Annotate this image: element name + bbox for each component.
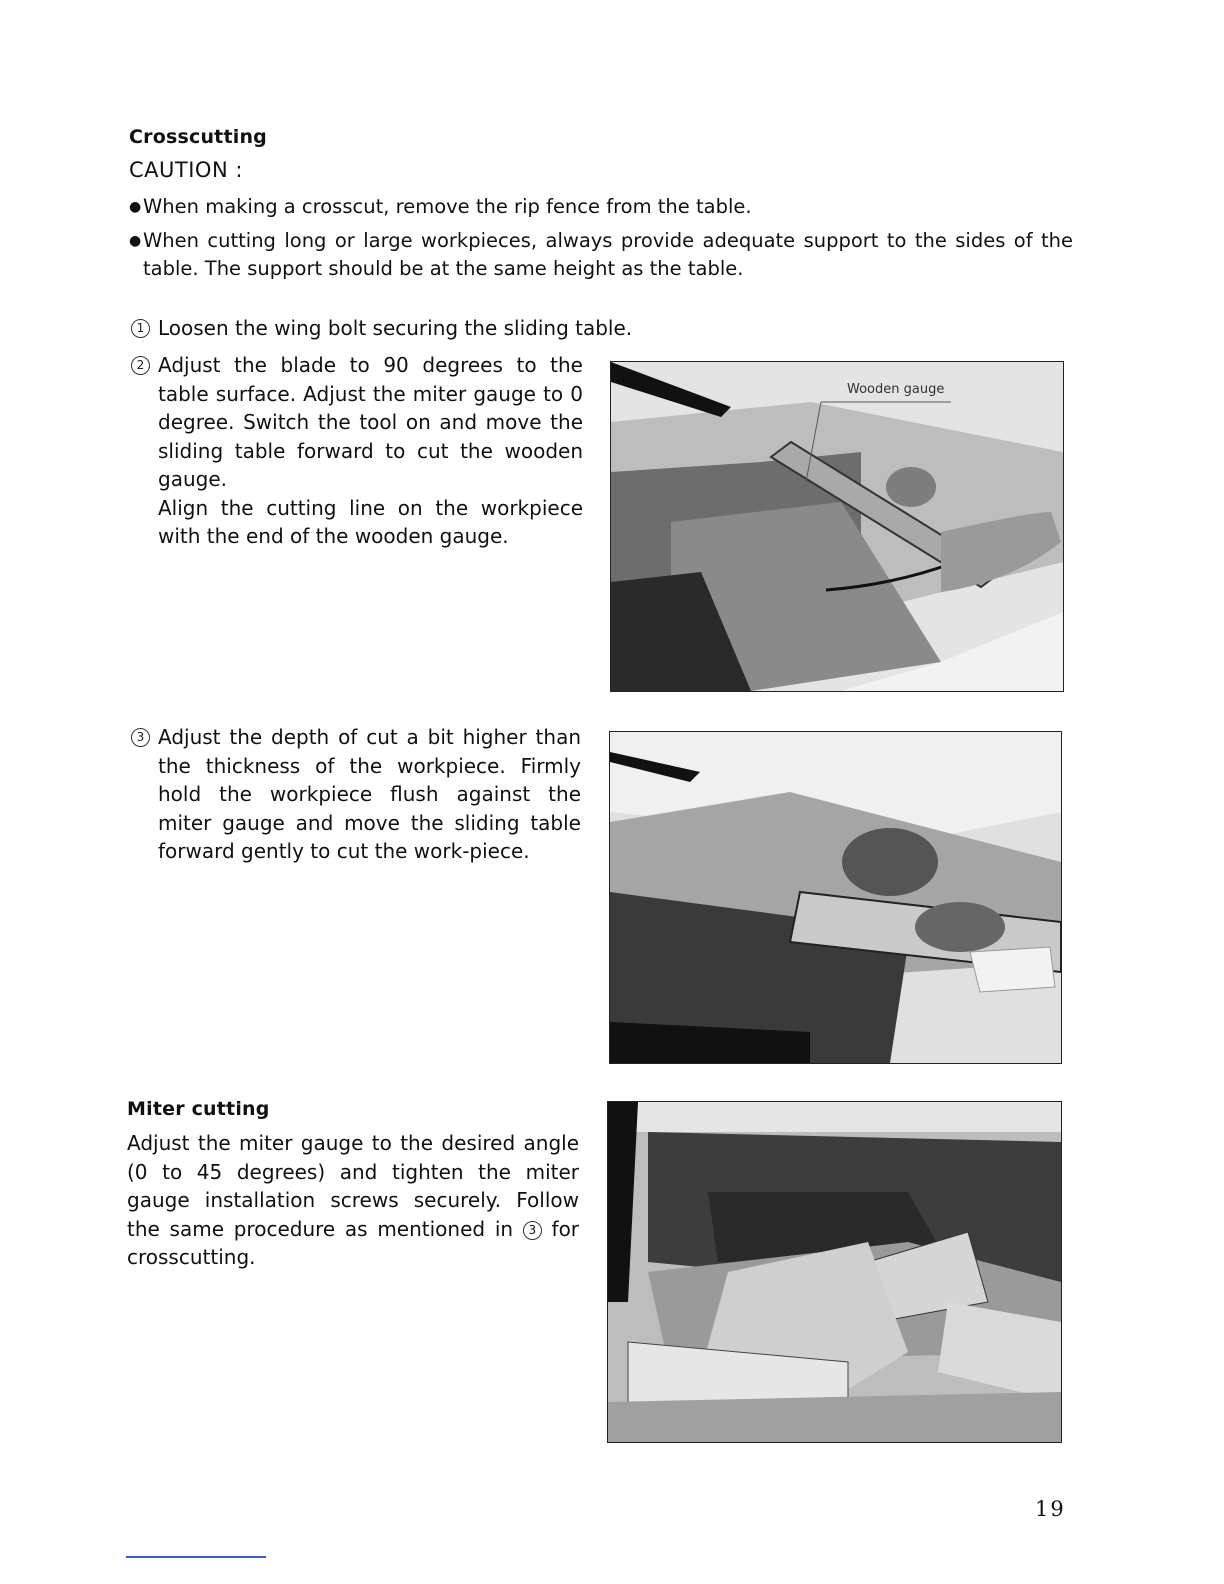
step-text: Adjust the blade to 90 degrees to the table surface. Adjust the miter gauge to 0 degree. Switch the tool on and move the sliding table forward to cut the wooden gauge. — [158, 353, 583, 491]
step-text-extra: Align the cutting line on the workpiece with the end of the wooden gauge. — [158, 495, 583, 548]
caution-bullet-text: When cutting long or large workpieces, always provide adequate support to the sides of the table. The support should be at the same height as the table. — [143, 229, 1073, 280]
step-number-badge: 3 — [131, 728, 150, 747]
figure-crosscut-photo — [609, 731, 1062, 1064]
caution-bullet-text: When making a crosscut, remove the rip fence from the table. — [143, 195, 752, 218]
bullet-icon: ● — [129, 199, 142, 215]
step-2 — [131, 351, 583, 551]
step-text: Loosen the wing bolt securing the sliding table. — [158, 316, 633, 340]
step-reference-badge: 3 — [523, 1221, 542, 1240]
miter-text-end: for crosscutting. — [127, 1216, 580, 1269]
caution-bullet-2 — [129, 227, 1079, 283]
section-heading-miter-cutting: Miter cutting — [127, 1098, 270, 1120]
figure-callout-label: Wooden gauge — [847, 382, 945, 397]
figure-miter-photo — [607, 1101, 1062, 1443]
miter-paragraph — [127, 1129, 579, 1272]
step-3 — [131, 723, 581, 866]
bullet-icon: ● — [129, 233, 142, 249]
footer-divider — [126, 1556, 266, 1558]
figure-wooden-gauge-photo — [610, 361, 1064, 692]
page-number: 19 — [1035, 1497, 1066, 1521]
step-text: Adjust the depth of cut a bit higher than the thickness of the workpiece. Firmly hold the workpiece flush against the miter gauge and move the sliding table forward gently to cut the work-piece. — [158, 725, 581, 863]
caution-bullet-list — [129, 193, 1079, 283]
step-number-badge: 1 — [131, 319, 150, 338]
caution-label: CAUTION : — [129, 158, 243, 182]
section-heading-crosscutting: Crosscutting — [129, 126, 267, 148]
step-1 — [131, 314, 691, 343]
miter-text: Adjust the miter gauge to the desired angle (0 to 45 degrees) and tighten the miter gauge installation screws securely. Follow the same procedure as mentioned in — [127, 1131, 579, 1241]
caution-bullet-1 — [129, 193, 1079, 221]
step-number-badge: 2 — [131, 356, 150, 375]
